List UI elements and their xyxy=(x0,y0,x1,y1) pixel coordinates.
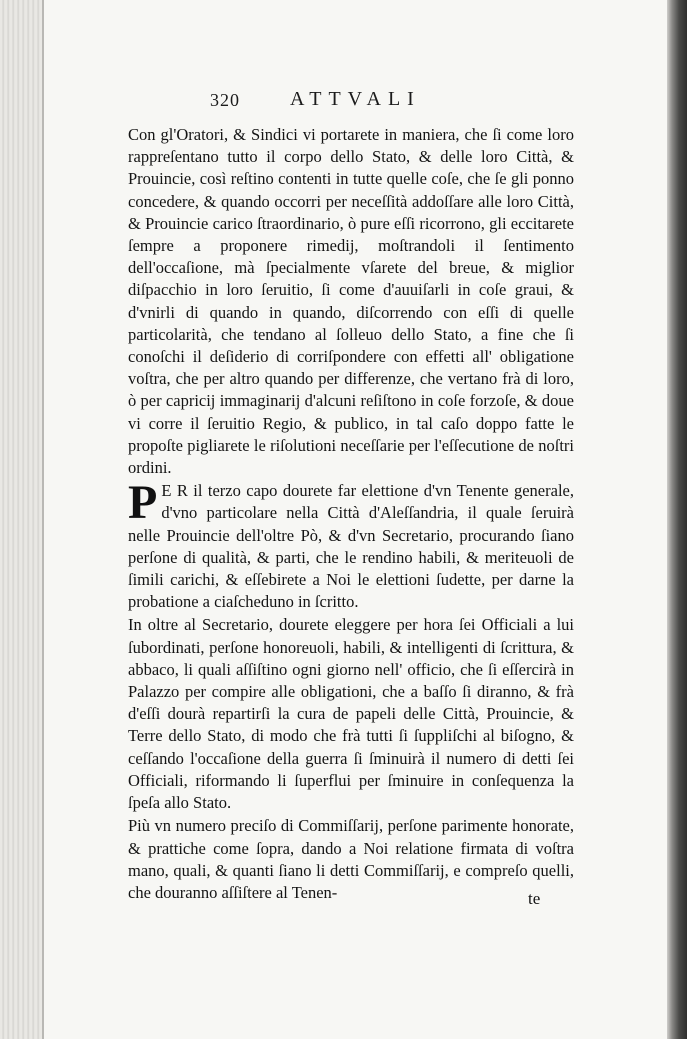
body-text xyxy=(128,124,574,904)
paragraph xyxy=(128,815,574,904)
paragraph xyxy=(128,476,574,613)
page-number: 320 xyxy=(210,90,240,110)
paragraph-text: E R il terzo capo dourete far elettione d'vn Tenente generale, d'vno particolare nella Città d'Aleſſandria, il quale ſeruirà nelle Prouincie dell'oltre Pò, & d'vn Secretario, procurando ſiano perſone di qualità, & parti, che le rendino habili, & meriteuoli de ſimili carichi, & eſſebirete a Noi le elettioni ſudette, per darne la probatione a ciaſcheduno in ſcritto. xyxy=(128,481,574,612)
paragraph xyxy=(128,124,574,479)
paragraph-text: In oltre al Secretario, dourete eleggere per hora ſei Officiali a lui ſubordinati, perſone honoreuoli, habili, & intelligenti di ſcrittura, & abbaco, li quali aſſiſtino ogni giorno nell' officio, che ſi eſſercirà in Palazzo per compire alle obligationi, che a baſſo ſi diranno, & frà d'eſſi dourà repartirſi la cura de papeli delle Città, Prouincie, & Terre dello Stato, di modo che frà tutti ſi ſuppliſchi al biſogno, & ceſſando l'occaſione della guerra ſi ſminuirà il numero di detti ſei Officiali, riformando li ſuperflui per ſminuire in conſequenza la ſpeſa allo Stato. xyxy=(128,615,574,813)
paragraph-text: Più vn numero preciſo di Commiſſarij, perſone parimente honorate, & prattiche come ſopra, dando a Noi relatione firmata di voſtra mano, quali, & quanti ſiano li detti Commiſſarij, e compreſo quelli, che douranno aſſiſtere al Tenen- xyxy=(128,816,574,902)
page-header xyxy=(168,86,468,112)
paragraph xyxy=(128,614,574,814)
paragraph-text: Con gl'Oratori, & Sindici vi portarete in maniera, che ſi come loro rappreſentano tutto il corpo dello Stato, & delle loro Città, & Prouincie, così reſtino contenti in tutte quelle coſe, che ſe gli ponno concedere, & quando occorri per neceſſità addoſſare alle loro Città, & Prouincie carico ſtraordinario, ò pure eſſi ricorrono, gli eccitarete ſempre a proponere rimedij, moſtrandoli il ſentimento dell'occaſione, mà ſpecialmente vſarete del breue, & miglior diſpacchio in loro ſeruitio, ſi come d'auuiſarli in coſe graui, & d'vnirli di quando in quando, diſcorrendo con eſſi di quelle particolarità, che tendano al ſolleuo dello Stato, a fine che ſi conoſchi il deſiderio di corriſpondere con effetti all' obligatione voſtra, che per altro quando per differenze, che vertano frà di loro, ò per capricij immaginarij d'alcuni reſiſtono in coſe forzoſe, & doue vi corre il ſeruitio Regio, & publico, in tal caſo doppo fatte le propoſte pigliarete le riſolutioni neceſſarie per l'eſſecutione de noſtri ordini. xyxy=(128,125,574,478)
catchword: te xyxy=(528,889,541,908)
book-binding-right xyxy=(667,0,687,1039)
page-edges-left xyxy=(0,0,44,1039)
drop-cap-initial: P xyxy=(128,476,158,530)
running-head: ATTVALI xyxy=(290,88,421,110)
